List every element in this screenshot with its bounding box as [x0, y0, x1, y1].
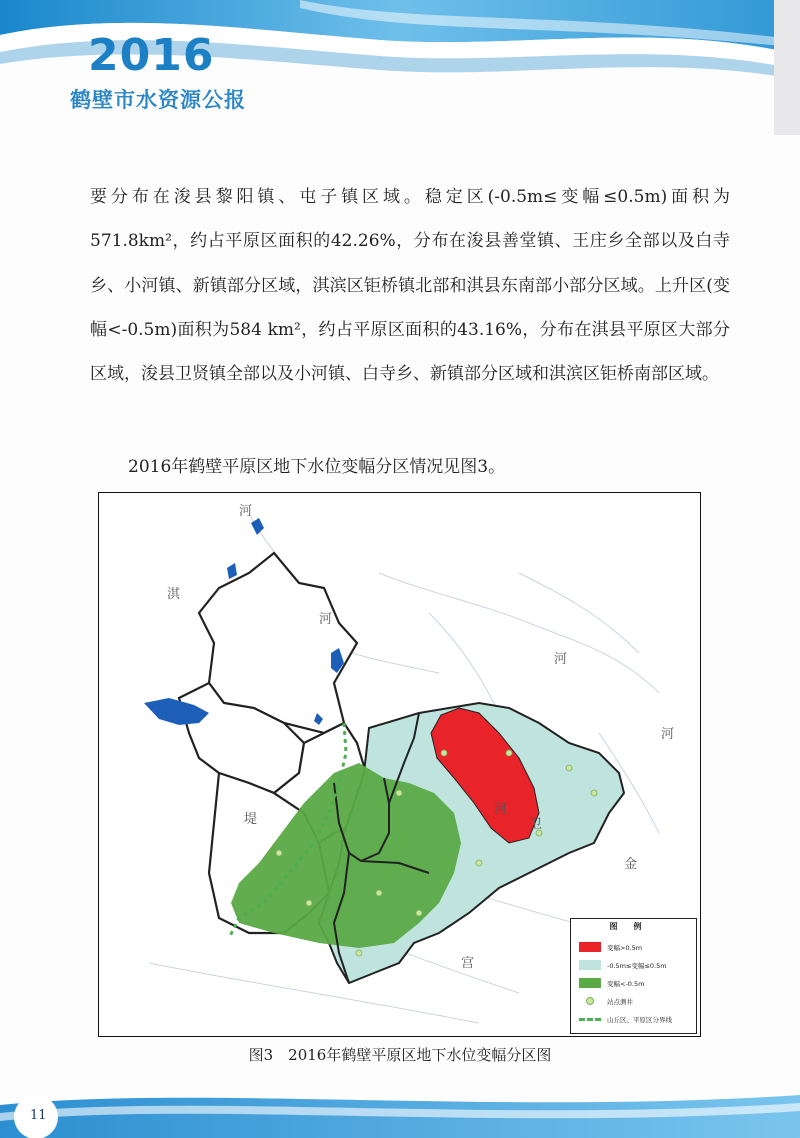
map-label-5: 卫 [529, 817, 543, 832]
legend-item-stable [579, 959, 667, 971]
page-number: 11 [30, 1108, 47, 1123]
map-label-10: 宫 [461, 956, 475, 971]
legend-swatch-well [579, 996, 601, 1006]
legend-label: 变幅<-0.5m [607, 979, 645, 988]
map-label-7: 金 [624, 857, 638, 872]
map-label-4: 河 [494, 802, 508, 817]
map-label-8: 堤 [244, 812, 258, 827]
legend-swatch-boundary [579, 1014, 601, 1024]
legend-item-well [579, 995, 633, 1007]
legend-item-boundary [579, 1013, 672, 1025]
body-paragraph [90, 175, 730, 396]
paragraph-1: 要分布在浚县黎阳镇、屯子镇区域。稳定区(-0.5m≤变幅≤0.5m)面积为571.8km²，约占平原区面积的42.26%，分布在浚县善堂镇、王庄乡全部以及白寺乡、小河镇、新镇部分区域，淇滨区钜桥镇北部和淇县东南部小部分区域。上升区(变幅<-0.5m)面积为584 km²，约占平原区面积的43.16%，分布在淇县平原区大部分区域，浚县卫贤镇全部以及小河镇、白寺乡、新镇部分区域和淇滨区钜桥南部区域。 [90, 187, 730, 385]
map-label-6: 河 [661, 727, 675, 742]
paragraph-2: 2016年鹤壁平原区地下水位变幅分区情况见图3。 [128, 457, 506, 477]
figure-caption: 图3 2016年鹤壁平原区地下水位变幅分区图 [248, 1046, 552, 1064]
legend-item-rise [579, 941, 642, 953]
map-label-9: 河 [319, 612, 333, 627]
legend-swatch-green [579, 978, 601, 988]
footer-banner [0, 1085, 800, 1138]
groundwater-change-map [98, 492, 701, 1037]
legend-label: 变幅>0.5m [607, 943, 643, 952]
map-label-2: 河 [239, 504, 253, 519]
legend-title: 图例 [609, 922, 658, 931]
legend-swatch-red [579, 942, 601, 952]
map-legend [570, 918, 697, 1034]
legend-label: 山丘区、平原区分界线 [607, 1015, 672, 1024]
map-label-3: 河 [554, 652, 568, 667]
report-year: 2016 [88, 30, 215, 81]
legend-item-drop [579, 977, 644, 989]
legend-label: -0.5m≤变幅≤0.5m [607, 961, 667, 970]
map-label-1: 淇 [167, 587, 181, 602]
legend-label: 站点测井 [607, 997, 633, 1006]
report-title: 鹤壁市水资源公报 [70, 88, 246, 112]
legend-swatch-teal [579, 960, 601, 970]
